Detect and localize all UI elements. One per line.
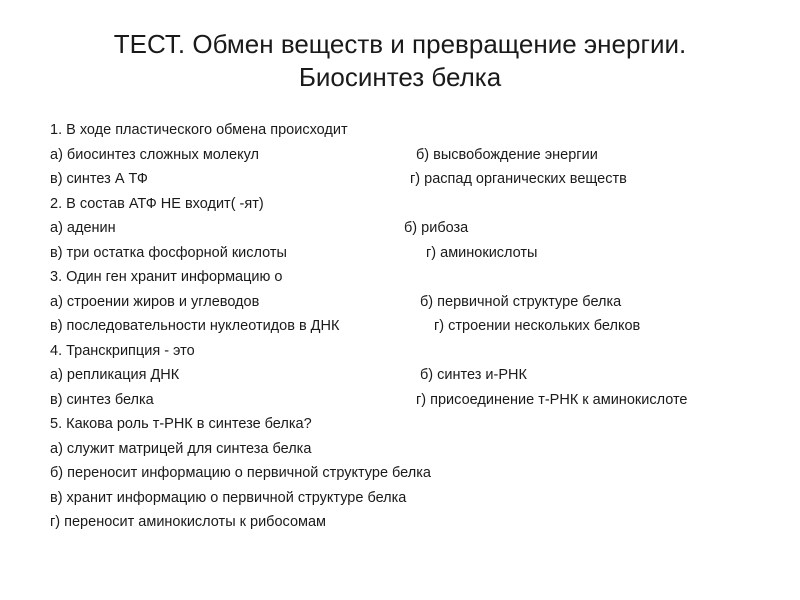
answer-option-d: г) строении нескольких белков xyxy=(434,318,641,334)
answer-option-d: г) присоединение т-РНК к аминокислоте xyxy=(416,391,688,408)
answer-option-b: б) переносит информацию о первичной структуре белка xyxy=(50,465,431,481)
answer-option-a: а) служит матрицей для синтеза белка xyxy=(50,440,312,457)
question-4-options-row-1 xyxy=(50,363,770,388)
question-1-options-row-2 xyxy=(50,167,770,192)
question-2-options-row-1 xyxy=(50,216,770,241)
question-label: 3. Один ген хранит информацию о xyxy=(50,269,283,285)
question-2-text xyxy=(50,192,770,217)
question-3-options-row-2 xyxy=(50,314,770,339)
answer-option-b: б) синтез и-РНК xyxy=(420,367,527,383)
answer-option-b: б) рибоза xyxy=(404,220,469,236)
title-line-1: ТЕСТ. Обмен веществ и превращение энергии. xyxy=(113,29,687,59)
answer-option-d: г) переносит аминокислоты к рибосомам xyxy=(50,514,327,530)
title-line-2: Биосинтез белка xyxy=(298,62,502,92)
question-label: 5. Какова роль т-РНК в синтезе белка? xyxy=(50,416,312,432)
question-5-option-a xyxy=(50,437,770,462)
question-3-options-row-1 xyxy=(50,290,770,315)
answer-option-a: а) репликация ДНК xyxy=(50,367,180,383)
answer-option-b: б) первичной структуре белка xyxy=(420,293,622,310)
question-2-options-row-2 xyxy=(50,241,770,266)
test-questions xyxy=(50,118,770,535)
question-1-text xyxy=(50,118,770,143)
answer-option-a: а) аденин xyxy=(50,220,116,236)
answer-option-d: г) распад органических веществ xyxy=(410,171,627,187)
question-5-option-d xyxy=(50,510,770,535)
answer-option-c: в) хранит информацию о первичной структуре белка xyxy=(50,489,407,506)
question-5-option-c xyxy=(50,486,770,511)
slide-title xyxy=(0,28,800,94)
question-4-options-row-2 xyxy=(50,388,770,413)
answer-option-a: а) строении жиров и углеводов xyxy=(50,293,260,310)
answer-option-c: в) последовательности нуклеотидов в ДНК xyxy=(50,318,340,334)
answer-option-a: а) биосинтез сложных молекул xyxy=(50,146,259,163)
answer-option-b: б) высвобождение энергии xyxy=(416,146,598,163)
answer-option-c: в) синтез белка xyxy=(50,391,154,408)
answer-option-c: в) синтез А ТФ xyxy=(50,171,148,187)
question-label: 2. В состав АТФ НЕ входит( -ят) xyxy=(50,195,264,212)
question-label: 1. В ходе пластического обмена происходит xyxy=(50,122,348,138)
question-5-text xyxy=(50,412,770,437)
question-3-text xyxy=(50,265,770,290)
question-5-option-b xyxy=(50,461,770,486)
answer-option-d: г) аминокислоты xyxy=(426,244,538,261)
question-1-options-row-1 xyxy=(50,143,770,168)
question-4-text xyxy=(50,339,770,364)
question-label: 4. Транскрипция - это xyxy=(50,342,195,359)
answer-option-c: в) три остатка фосфорной кислоты xyxy=(50,244,287,261)
